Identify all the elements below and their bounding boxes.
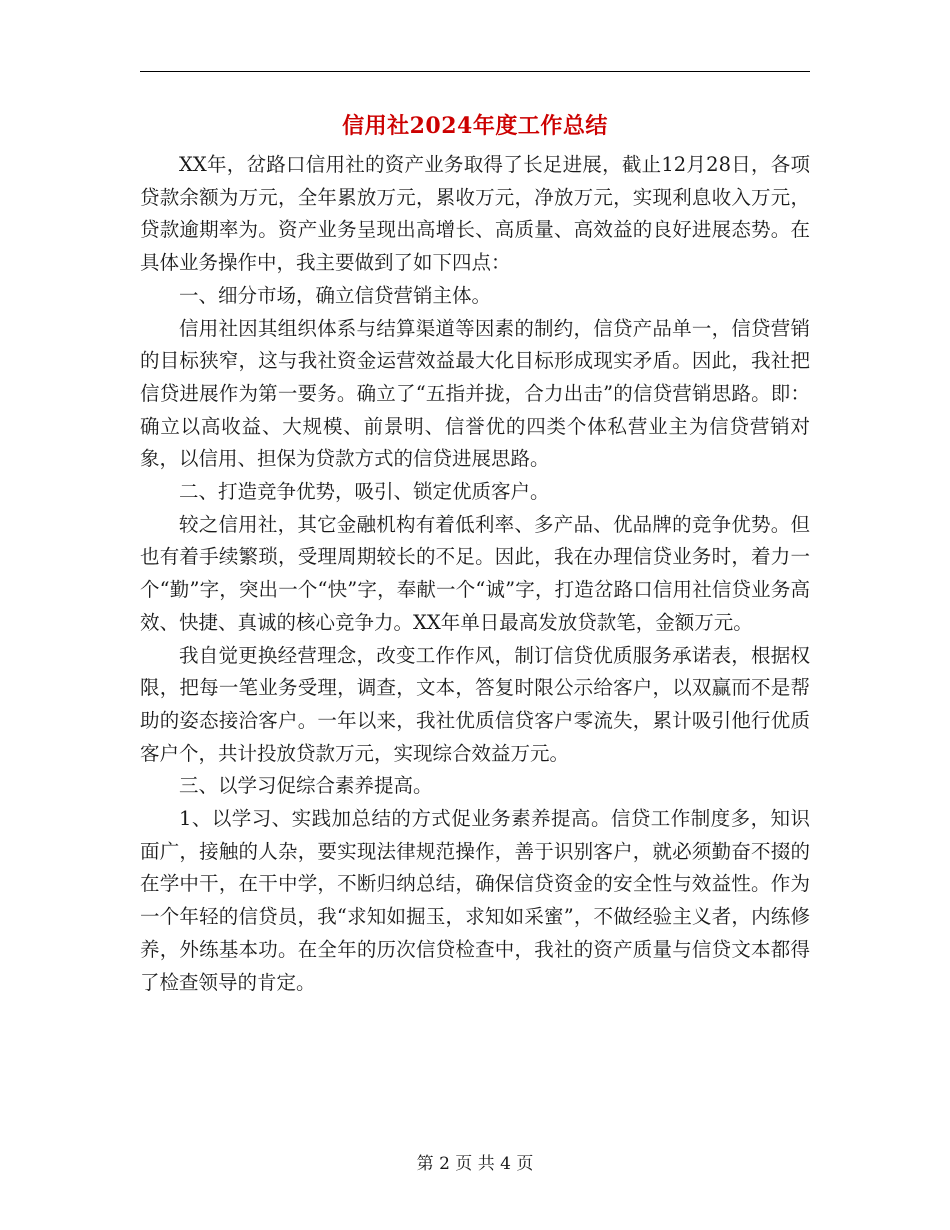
- section-heading-1: 一、细分市场，确立信贷营销主体。: [179, 283, 492, 307]
- paragraph-section-2b: 我自觉更换经营理念，改变工作作风，制订信贷优质服务承诺表，根据权限，把每一笔业务受理，调查，文本，答复时限公示给客户，以双赢而不是帮助的姿态接洽客户。一年以来，我社优质信贷客户零流失，累计吸引他行优质客户个，共计投放贷款万元，实现综合效益万元。: [140, 643, 810, 765]
- page-number-footer: 第 2 页 共 4 页: [416, 1154, 534, 1174]
- section-heading-3: 三、以学习促综合素养提高。: [179, 774, 433, 798]
- paragraph-section-2a: 较之信用社，其它金融机构有着低利率、多产品、优品牌的竞争优势。但也有着手续繁琐，受理周期较长的不足。因此，我在办理信贷业务时，着力一个“勤”字，突出一个“快”字，奉献一个“诚”字，打造岔路口信用社信贷业务高效、快捷、真诚的核心竞争力。XX年单日最高发放贷款笔，金额万元。: [140, 512, 810, 634]
- section-heading-2: 二、打造竞争优势，吸引、锁定优质客户。: [179, 480, 550, 504]
- paragraph-section-3-1: 1、以学习、实践加总结的方式促业务素养提高。信贷工作制度多，知识面广，接触的人杂，要实现法律规范操作，善于识别客户，就必须勤奋不掇的在学中干，在干中学，不断归纳总结，确保信贷资金的安全性与效益性。作为一个年轻的信贷员，我“求知如掘玉，求知如采蜜”，不做经验主义者，内练修养，外练基本功。在全年的历次信贷检查中，我社的资产质量与信贷文本都得了检查领导的肯定。: [140, 807, 810, 994]
- paragraph-intro: XX年，岔路口信用社的资产业务取得了长足进展，截止12月28日，各项贷款余额为万元，全年累放万元，累收万元，净放万元，实现利息收入万元，贷款逾期率为。资产业务呈现出高增长、高质量、高效益的良好进展态势。在具体业务操作中，我主要做到了如下四点：: [140, 153, 810, 275]
- document-title: 信用社2024年度工作总结: [342, 113, 608, 139]
- header-rule: [140, 71, 810, 72]
- paragraph-section-1: 信用社因其组织体系与结算渠道等因素的制约，信贷产品单一，信贷营销的目标狭窄，这与我社资金运营效益最大化目标形成现实矛盾。因此，我社把信贷进展作为第一要务。确立了“五指并拢，合力出击”的信贷营销思路。即：确立以高收益、大规模、前景明、信誉优的四类个体私营业主为信贷营销对象，以信用、担保为贷款方式的信贷进展思路。: [140, 316, 810, 471]
- document-body: [140, 149, 810, 999]
